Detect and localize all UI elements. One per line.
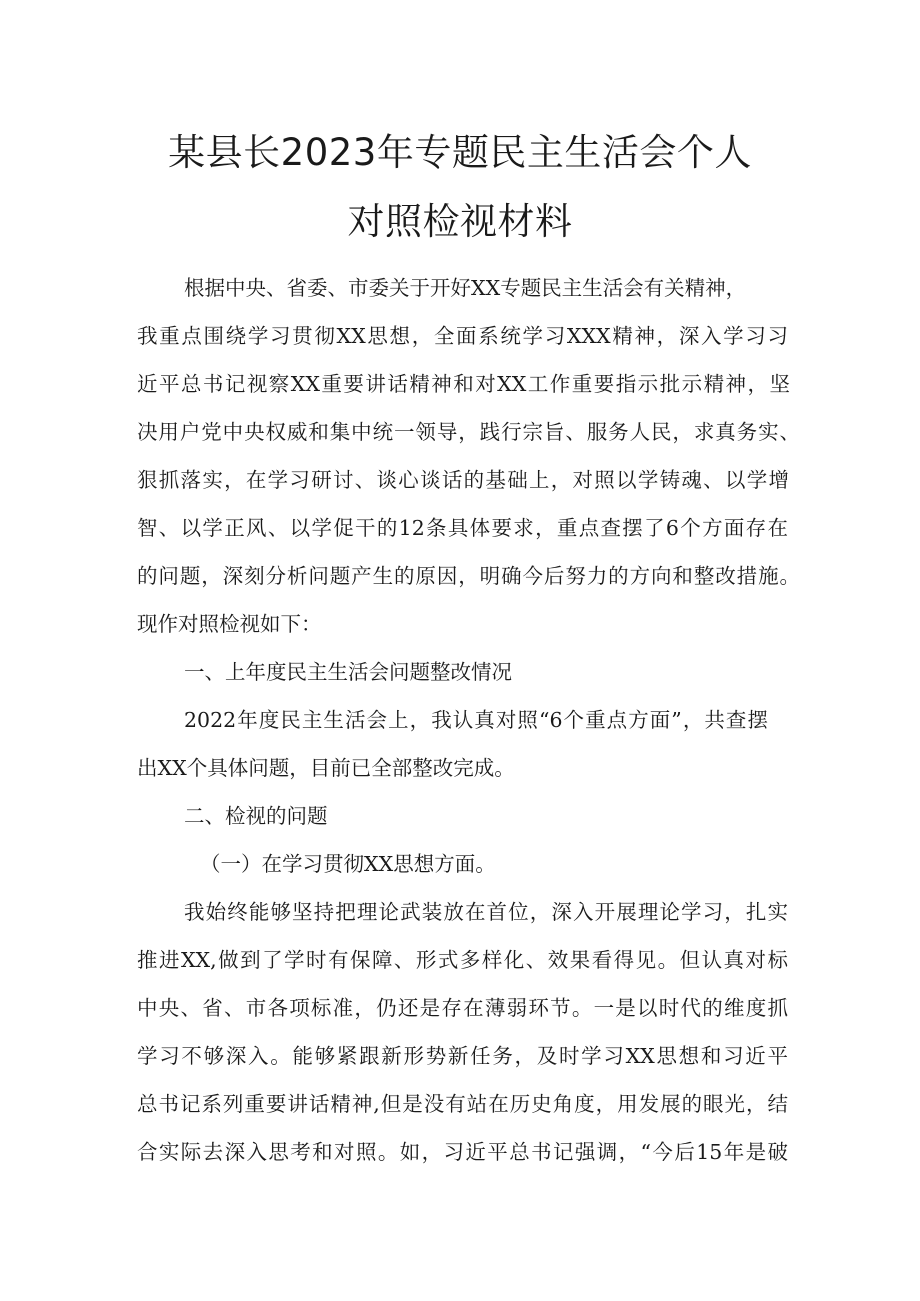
paragraph-line: 狠抓落实，在学习研讨、谈心谈话的基础上，对照以学铸魂、以学增 [137, 468, 789, 492]
section-heading: 一、上年度民主生活会问题整改情况 [184, 660, 512, 684]
paragraph-line: 出XX个具体问题，目前已全部整改完成。 [137, 756, 515, 780]
section-heading: 二、检视的问题 [184, 804, 328, 828]
paragraph-line: 合实际去深入思考和对照。如，习近平总书记强调，“今后15年是破 [137, 1140, 788, 1164]
paragraph-line: 推进XX,做到了学时有保障、形式多样化、效果看得见。但认真对标 [137, 948, 788, 972]
paragraph-line: 现作对照检视如下： [137, 612, 322, 636]
paragraph-line: 决用户党中央权威和集中统一领导，践行宗旨、服务人民，求真务实、 [137, 420, 800, 444]
document-title-line-2: 对照检视材料 [347, 200, 573, 243]
paragraph-line: 根据中央、省委、市委关于开好XX专题民主生活会有关精神， [184, 276, 747, 300]
paragraph-line: 我始终能够坚持把理论武装放在首位，深入开展理论学习，扎实 [184, 900, 788, 924]
paragraph-line: 近平总书记视察XX重要讲话精神和对XX工作重要指示批示精神，坚 [137, 372, 790, 396]
subsection-heading: （一）在学习贯彻XX思想方面。 [200, 852, 496, 876]
paragraph-line: 的问题，深刻分析问题产生的原因，明确今后努力的方向和整改措施。 [137, 564, 800, 588]
document-title-line-1: 某县长2023年专题民主生活会个人 [168, 131, 752, 174]
paragraph-line: 2022年度民主生活会上，我认真对照“6个重点方面”，共查摆 [184, 708, 768, 732]
paragraph-line: 智、以学正风、以学促干的12条具体要求，重点查摆了6个方面存在 [137, 516, 788, 540]
paragraph-line: 中央、省、市各项标准，仍还是存在薄弱环节。一是以时代的维度抓 [137, 996, 788, 1020]
paragraph-line: 总书记系列重要讲话精神,但是没有站在历史角度，用发展的眼光，结 [137, 1092, 788, 1116]
paragraph-line: 我重点围绕学习贯彻XX思想，全面系统学习XXX精神，深入学习习 [137, 324, 788, 348]
paragraph-line: 学习不够深入。能够紧跟新形势新任务，及时学习XX思想和习近平 [137, 1044, 788, 1068]
